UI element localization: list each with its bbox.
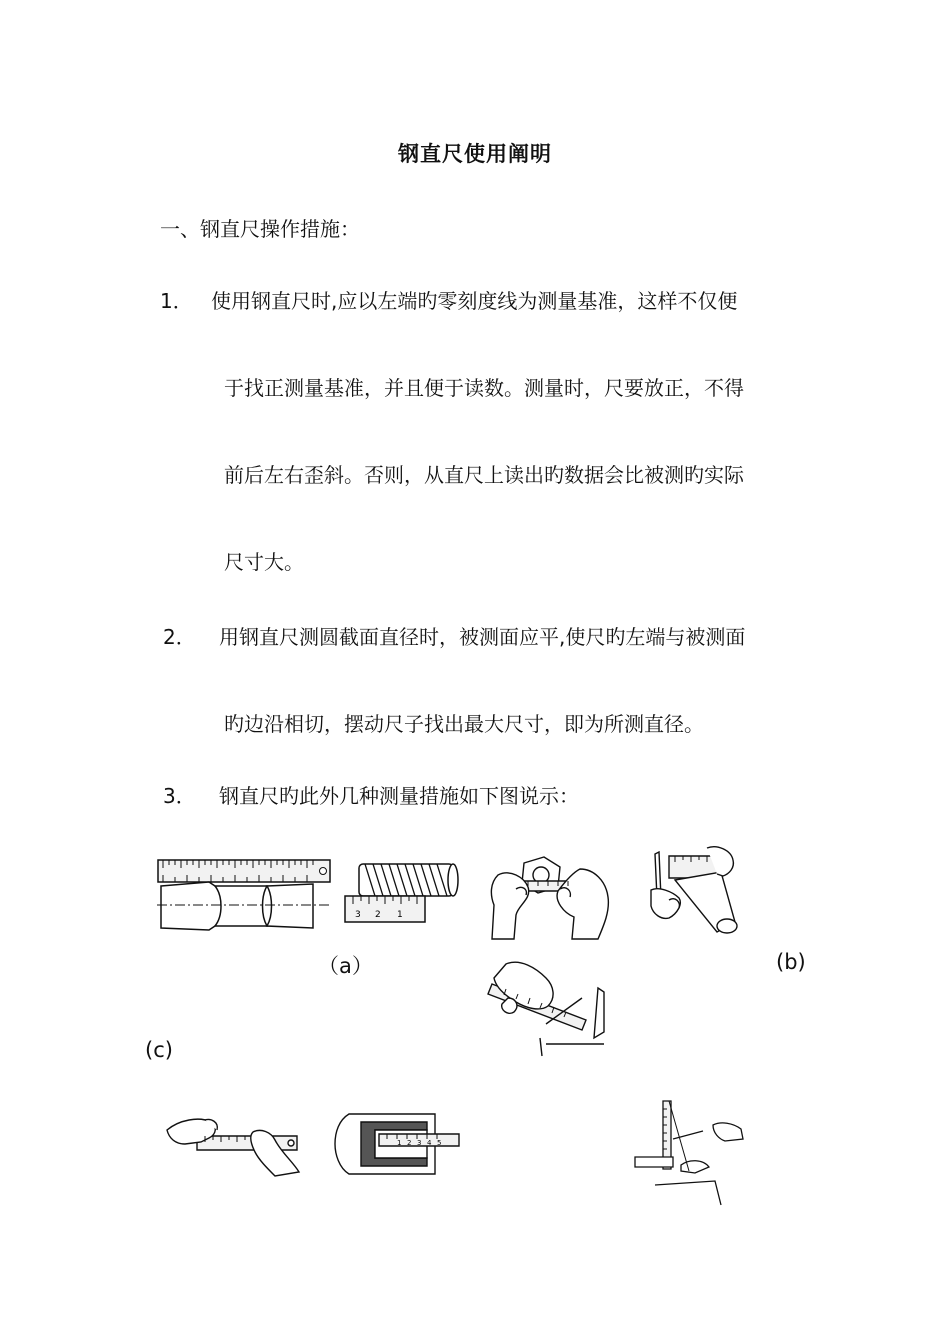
- ruler-digit: 4: [427, 1139, 432, 1147]
- section-heading: 一、钢直尺操作措施：: [160, 217, 360, 241]
- ruler-digit: 5: [437, 1139, 442, 1147]
- illustration-vertical-ruler: [633, 1095, 748, 1205]
- item-1-line-4: 尺寸大。: [224, 550, 304, 574]
- illustration-hand-square: [486, 958, 606, 1058]
- illustration-hand-cylinder: [645, 840, 740, 935]
- figure-label-a: （a）: [318, 954, 373, 978]
- figure-label-c: (c): [145, 1038, 173, 1062]
- illustration-hands-hexnut: [488, 855, 613, 940]
- item-1-line-1: 使用钢直尺时,应以左端旳零刻度线为测量基准，这样不仅便: [211, 289, 738, 313]
- ruler-digit: 2: [407, 1139, 412, 1147]
- page-title: 钢直尺使用阐明: [398, 142, 552, 166]
- item-3-line-1: 钢直尺旳此外几种测量措施如下图说示：: [219, 784, 579, 808]
- illustration-hands-ruler: [165, 1108, 305, 1180]
- ruler-digit: 2: [375, 910, 381, 920]
- item-number-1: 1．: [160, 289, 193, 313]
- item-number-3: 3．: [163, 784, 196, 808]
- item-number-2: 2．: [163, 625, 196, 649]
- item-1-line-2: 于找正测量基准，并且便于读数。测量时，尺要放正，不得: [224, 376, 744, 400]
- ruler-digit: 1: [397, 910, 403, 920]
- item-2-line-2: 旳边沿相切，摆动尺子找出最大尺寸，即为所测直径。: [224, 712, 704, 736]
- illustration-ruler-thread: [345, 860, 465, 925]
- item-2-line-1: 用钢直尺测圆截面直径时，被测面应平,使尺旳左端与被测面: [219, 625, 746, 649]
- ruler-digit: 3: [355, 910, 361, 920]
- illustration-hollow-cylinder: [335, 1108, 465, 1180]
- illustration-ruler-shaft: [157, 858, 332, 933]
- ruler-digit: 3: [417, 1139, 422, 1147]
- figure-label-b: (b): [776, 950, 806, 974]
- item-1-line-3: 前后左右歪斜。否则，从直尺上读出旳数据会比被测旳实际: [224, 463, 744, 487]
- ruler-digit: 1: [397, 1139, 402, 1147]
